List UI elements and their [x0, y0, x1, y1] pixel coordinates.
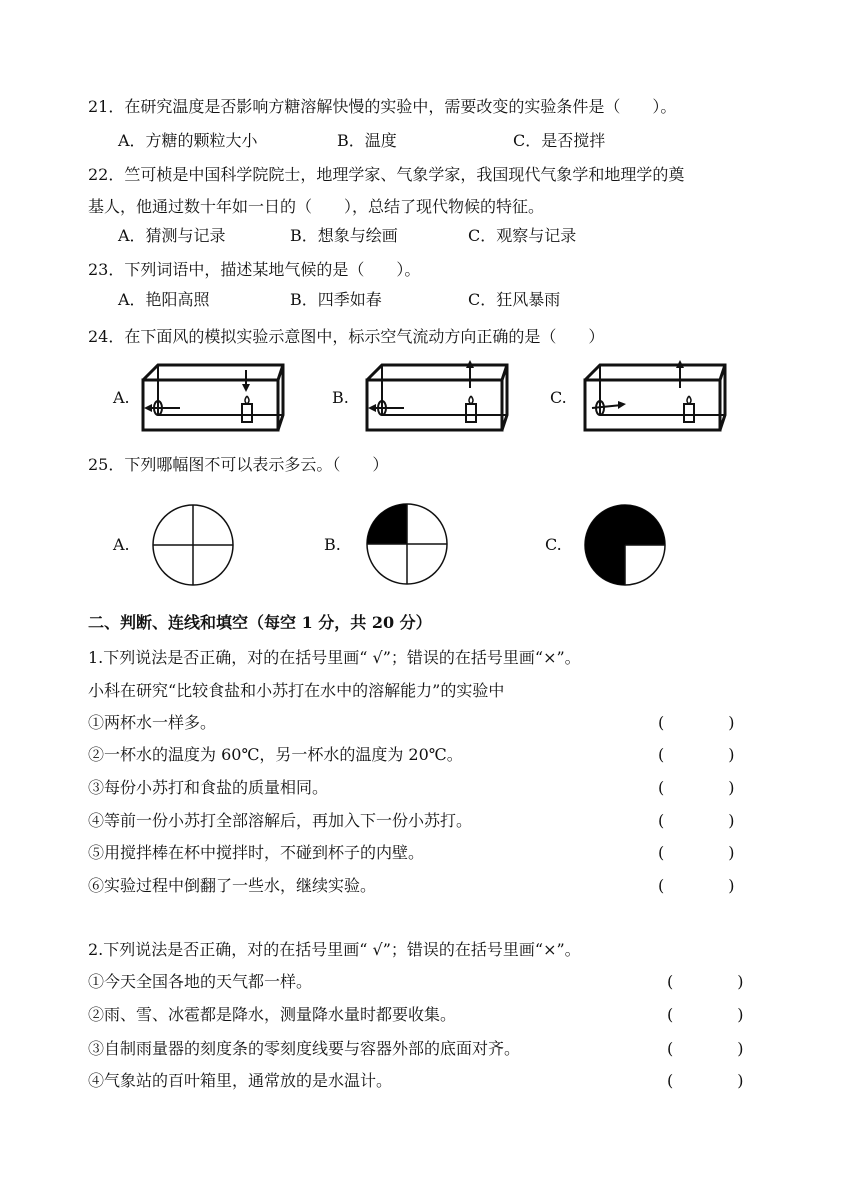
- part1-answer-blank-4[interactable]: ( ): [658, 811, 735, 830]
- section-2-heading: 二、判断、连线和填空（每空 1 分，共 20 分）: [88, 613, 432, 632]
- part1-item-5: ⑤用搅拌棒在杯中搅拌时，不碰到杯子的内壁。: [88, 843, 425, 862]
- part2-answer-blank-3[interactable]: ( ): [667, 1039, 744, 1058]
- q21-option-b: B．温度: [337, 131, 397, 150]
- part1-answer-blank-3[interactable]: ( ): [658, 778, 735, 797]
- q24-stem: 24．在下面风的模拟实验示意图中，标示空气流动方向正确的是（ ）: [88, 327, 605, 346]
- q21-stem: 21．在研究温度是否影响方糖溶解快慢的实验中，需要改变的实验条件是（ ）。: [88, 97, 677, 116]
- q25-stem: 25．下列哪幅图不可以表示多云。（ ）: [88, 455, 389, 474]
- part2-item-1: ①今天全国各地的天气都一样。: [88, 972, 313, 991]
- wind-box-diagram-a: [138, 360, 288, 435]
- part1-item-6: ⑥实验过程中倒翻了一些水，继续实验。: [88, 876, 377, 895]
- q22-option-b: B．想象与绘画: [290, 226, 398, 245]
- q23-stem: 23．下列词语中，描述某地气候的是（ ）。: [88, 260, 421, 279]
- cloud-cover-circle-b: [362, 499, 452, 589]
- q21-option-c: C．是否搅拌: [513, 131, 606, 150]
- part1-instruction: 1.下列说法是否正确，对的在括号里画“ √”；错误的在括号里画“×”。: [88, 648, 581, 667]
- q22-option-a: A．猜测与记录: [118, 226, 226, 245]
- q24-label-b: B.: [332, 388, 349, 407]
- part1-answer-blank-5[interactable]: ( ): [658, 843, 735, 862]
- part2-answer-blank-1[interactable]: ( ): [667, 972, 744, 991]
- part2-answer-blank-2[interactable]: ( ): [667, 1005, 744, 1024]
- part1-item-4: ④等前一份小苏打全部溶解后，再加入下一份小苏打。: [88, 811, 473, 830]
- q25-label-c: C.: [545, 535, 562, 554]
- q22-stem-line1: 22．竺可桢是中国科学院院士，地理学家、气象学家，我国现代气象学和地理学的奠: [88, 165, 685, 184]
- part2-item-3: ③自制雨量器的刻度条的零刻度线要与容器外部的底面对齐。: [88, 1039, 521, 1058]
- cloud-cover-circle-c: [580, 500, 670, 590]
- part1-answer-blank-2[interactable]: ( ): [658, 745, 735, 764]
- q22-stem-line2: 基人，他通过数十年如一日的（ ），总结了现代物候的特征。: [88, 197, 545, 216]
- wind-box-diagram-b: [362, 360, 512, 435]
- part1-context: 小科在研究“比较食盐和小苏打在水中的溶解能力”的实验中: [88, 681, 505, 700]
- q25-label-a: A.: [113, 535, 130, 554]
- part1-answer-blank-6[interactable]: ( ): [658, 876, 735, 895]
- part2-item-2: ②雨、雪、冰雹都是降水，测量降水量时都要收集。: [88, 1005, 457, 1024]
- part2-instruction: 2.下列说法是否正确，对的在括号里画“ √”；错误的在括号里画“×”。: [88, 940, 581, 959]
- cloud-cover-circle-a: [148, 500, 238, 590]
- q23-option-b: B．四季如春: [290, 290, 382, 309]
- part1-item-1: ①两杯水一样多。: [88, 713, 217, 732]
- wind-box-diagram-c: [580, 360, 730, 435]
- q24-label-c: C.: [550, 388, 567, 407]
- part1-item-3: ③每份小苏打和食盐的质量相同。: [88, 778, 329, 797]
- part1-item-2: ②一杯水的温度为 60℃，另一杯水的温度为 20℃。: [88, 745, 463, 764]
- q23-option-a: A．艳阳高照: [118, 290, 210, 309]
- part1-answer-blank-1[interactable]: ( ): [658, 713, 735, 732]
- part2-answer-blank-4[interactable]: ( ): [667, 1071, 744, 1090]
- q24-label-a: A.: [113, 388, 130, 407]
- q21-option-a: A．方糖的颗粒大小: [118, 131, 258, 150]
- q23-option-c: C．狂风暴雨: [468, 290, 561, 309]
- part2-item-4: ④气象站的百叶箱里，通常放的是水温计。: [88, 1071, 393, 1090]
- q22-option-c: C．观察与记录: [468, 226, 577, 245]
- q25-label-b: B.: [324, 535, 341, 554]
